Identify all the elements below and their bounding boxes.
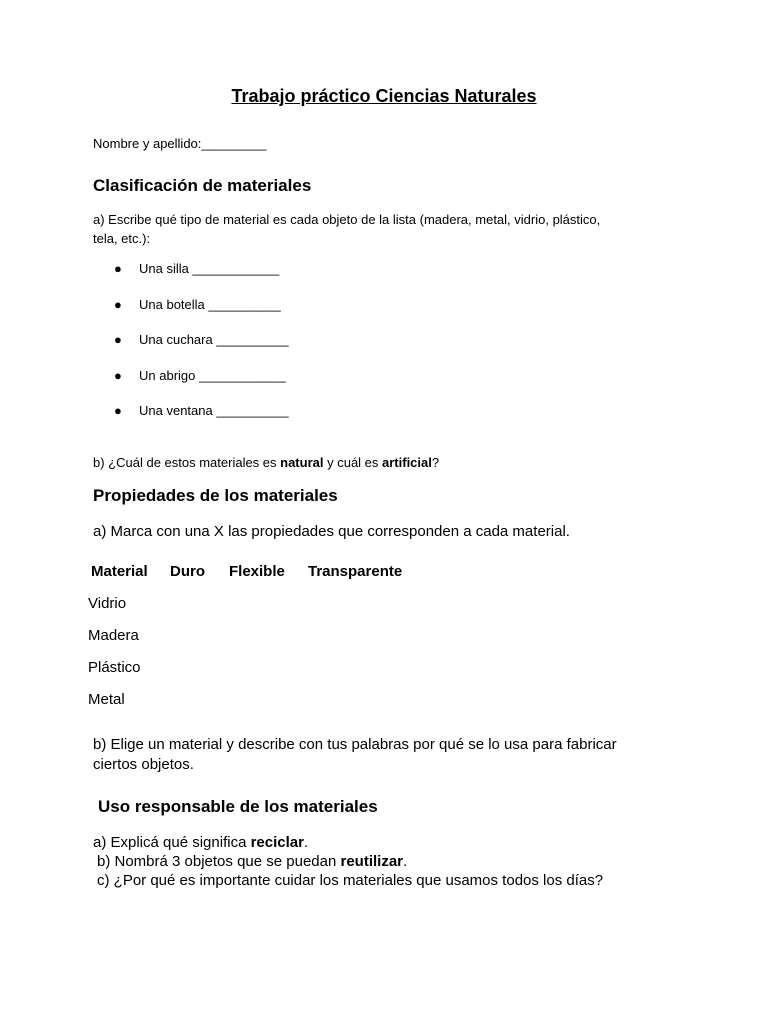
bullet-icon: ● <box>114 403 122 418</box>
table-row-label: Plástico <box>88 659 141 676</box>
question-b-line2: ciertos objetos. <box>93 756 194 773</box>
bullet-icon: ● <box>114 368 122 383</box>
instruction-a-line1: a) Escribe qué tipo de material es cada objeto de la lista (madera, metal, vidrio, plástico, <box>93 212 601 227</box>
bullet-icon: ● <box>114 332 122 347</box>
table-row-label: Madera <box>88 627 139 644</box>
table-header-flexible: Flexible <box>229 563 285 580</box>
question-c-care: c) ¿Por qué es importante cuidar los materiales que usamos todos los días? <box>97 872 604 889</box>
section-heading-responsible-use: Uso responsable de los materiales <box>98 797 378 816</box>
list-item-text: Una cuchara __________ <box>139 332 289 347</box>
bullet-icon: ● <box>114 261 122 276</box>
list-item <box>114 403 289 418</box>
table-header-duro: Duro <box>170 563 205 580</box>
list-item <box>114 297 281 312</box>
list-item-text: Una ventana __________ <box>139 403 289 418</box>
bullet-icon: ● <box>114 297 122 312</box>
section-heading-classification: Clasificación de materiales <box>93 176 312 195</box>
table-header-material: Material <box>91 563 148 580</box>
name-line: Nombre y apellido:_________ <box>93 136 267 151</box>
list-item-text: Una silla ____________ <box>139 261 280 276</box>
list-item <box>114 332 289 347</box>
instruction-a-line2: tela, etc.): <box>93 231 151 246</box>
table-row-label: Vidrio <box>88 595 127 612</box>
list-item-text: Un abrigo ____________ <box>139 368 286 383</box>
list-item <box>114 261 279 276</box>
instruction-mark-x: a) Marca con una X las propiedades que corresponden a cada material. <box>93 523 570 540</box>
question-b-line1: b) Elige un material y describe con tus palabras por qué se lo usa para fabricar <box>93 736 617 753</box>
question-b-natural-artificial: b) ¿Cuál de estos materiales es natural y cuál es artificial? <box>93 455 440 470</box>
table-row-label: Metal <box>88 691 125 708</box>
section-heading-properties: Propiedades de los materiales <box>93 486 338 505</box>
list-item-text: Una botella __________ <box>139 297 281 312</box>
table-header-transparente: Transparente <box>308 563 403 580</box>
page-title: Trabajo práctico Ciencias Naturales <box>231 86 537 106</box>
question-b-reuse: b) Nombrá 3 objetos que se puedan reutilizar. <box>97 853 408 870</box>
question-a-recycle: a) Explicá qué significa reciclar. <box>93 834 309 851</box>
list-item <box>114 368 286 383</box>
